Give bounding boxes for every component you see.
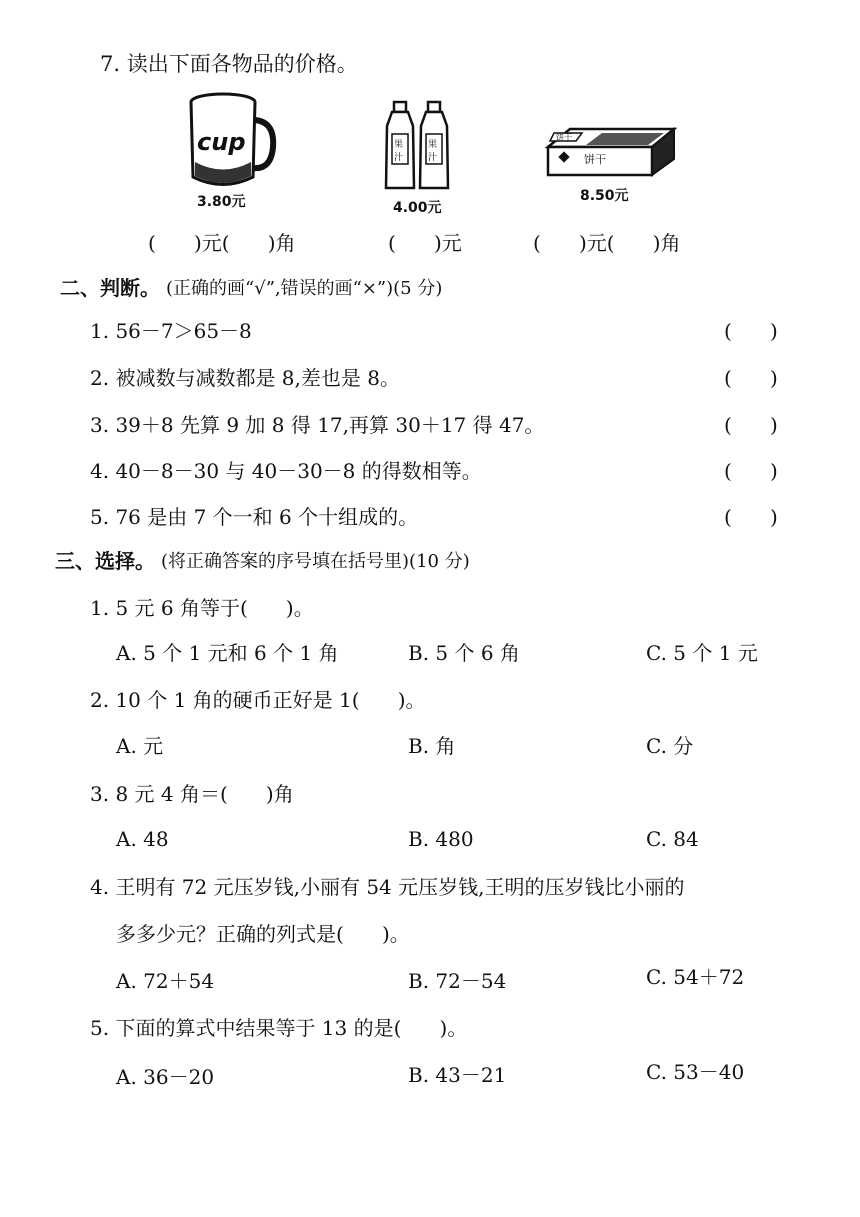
choice-q1-a[interactable]: A. 5 个 1 元和 6 个 1 角: [116, 641, 339, 665]
choice-q4-line1: 4. 王明有 72 元压岁钱,小丽有 54 元压岁钱,王明的压岁钱比小丽的: [90, 875, 685, 899]
choice-q2-a[interactable]: A. 元: [116, 734, 164, 758]
choice-q1-c[interactable]: C. 5 个 1 元: [646, 641, 758, 665]
q7-answer-3[interactable]: ( )元( )角: [533, 231, 681, 255]
judge-item-2: 2. 被减数与减数都是 8,差也是 8。: [90, 366, 400, 390]
judge-item-3: 3. 39＋8 先算 9 加 8 得 17,再算 30＋17 得 47。: [90, 413, 545, 437]
choice-q3-b[interactable]: B. 480: [408, 827, 474, 851]
juice-bottles-image: [383, 100, 453, 192]
svg-text:果: 果: [428, 140, 438, 150]
judge-item-4: 4. 40－8－30 与 40－30－8 的得数相等。: [90, 459, 482, 483]
judge-blank-2[interactable]: ( ): [724, 366, 778, 390]
biscuit-box-image: [546, 125, 676, 185]
choice-q2: 2. 10 个 1 角的硬币正好是 1( )。: [90, 688, 426, 712]
choice-q3-c[interactable]: C. 84: [646, 827, 699, 851]
choice-q5-c[interactable]: C. 53－40: [646, 1060, 745, 1084]
choice-q2-c[interactable]: C. 分: [646, 734, 694, 758]
judge-blank-3[interactable]: ( ): [724, 413, 778, 437]
choice-q5-b[interactable]: B. 43－21: [408, 1063, 507, 1087]
juice-price: 4.00元: [393, 200, 442, 216]
section3-note: (将正确答案的序号填在括号里)(10 分): [161, 551, 470, 572]
section3-title: 三、选择。: [55, 549, 155, 573]
section2-note: (正确的画“√”,错误的画“×”)(5 分): [166, 278, 443, 299]
judge-blank-1[interactable]: ( ): [724, 319, 778, 343]
q7-title: 7. 读出下面各物品的价格。: [100, 52, 358, 76]
q7-answer-1[interactable]: ( )元( )角: [148, 231, 296, 255]
judge-blank-4[interactable]: ( ): [724, 459, 778, 483]
svg-text:饼干: 饼干: [584, 153, 606, 166]
judge-item-5: 5. 76 是由 7 个一和 6 个十组成的。: [90, 505, 419, 529]
cup-label: cup: [197, 128, 246, 156]
svg-text:汁: 汁: [428, 153, 438, 163]
biscuit-price: 8.50元: [580, 188, 629, 204]
choice-q2-b[interactable]: B. 角: [408, 734, 456, 758]
svg-text:果: 果: [394, 140, 404, 150]
choice-q4-b[interactable]: B. 72－54: [408, 969, 507, 993]
choice-q5: 5. 下面的算式中结果等于 13 的是( )。: [90, 1016, 468, 1040]
choice-q1-b[interactable]: B. 5 个 6 角: [408, 641, 520, 665]
svg-text:汁: 汁: [394, 153, 404, 163]
choice-q3-a[interactable]: A. 48: [116, 827, 169, 851]
choice-q4-c[interactable]: C. 54＋72: [646, 965, 745, 989]
judge-item-1: 1. 56－7＞65－8: [90, 319, 252, 343]
choice-q4-line2: 多多少元？正确的列式是( )。: [116, 922, 410, 946]
section2-title: 二、判断。: [60, 276, 160, 300]
choice-q5-a[interactable]: A. 36－20: [116, 1065, 215, 1089]
q7-answer-2[interactable]: ( )元: [388, 231, 462, 255]
cup-price: 3.80元: [197, 194, 246, 210]
cup-image: [185, 92, 275, 192]
choice-q4-a[interactable]: A. 72＋54: [116, 969, 215, 993]
choice-q3: 3. 8 元 4 角＝( )角: [90, 782, 294, 806]
judge-blank-5[interactable]: ( ): [724, 505, 778, 529]
choice-q1: 1. 5 元 6 角等于( )。: [90, 596, 314, 620]
svg-text:饼干: 饼干: [556, 133, 572, 142]
